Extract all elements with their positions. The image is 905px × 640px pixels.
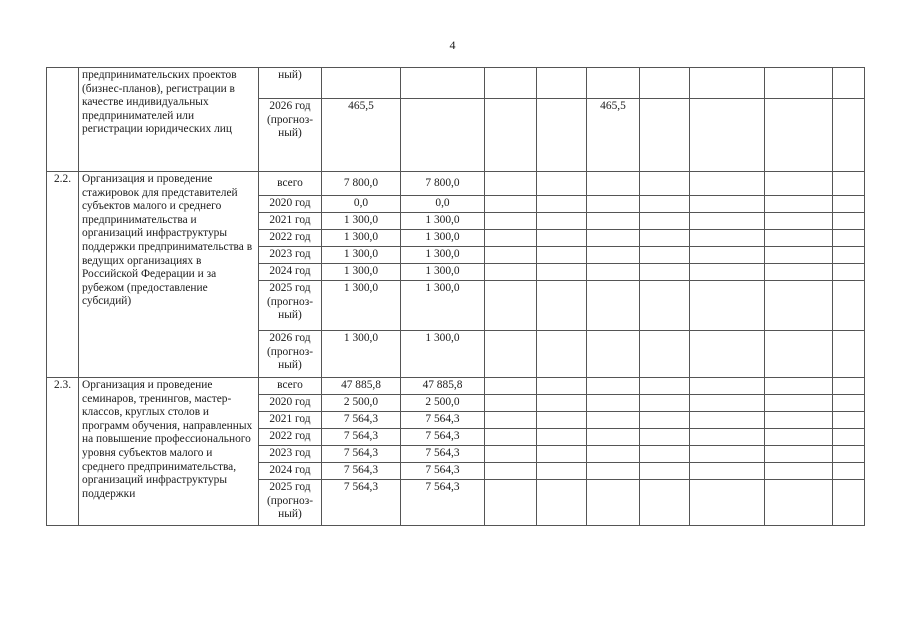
value-cell: 1 300,0: [401, 247, 485, 264]
value-cell: [587, 264, 640, 281]
period-label: 2020 год: [259, 395, 322, 412]
period-label: 2024 год: [259, 463, 322, 480]
value-cell: [587, 230, 640, 247]
value-cell: [765, 446, 833, 463]
value-cell: [537, 446, 587, 463]
value-cell: [587, 446, 640, 463]
period-label: 2025 год (прогноз-ный): [259, 281, 322, 331]
value-cell: [765, 331, 833, 378]
value-cell: [765, 281, 833, 331]
period-label: 2025 год (прогноз-ный): [259, 480, 322, 526]
value-cell: [640, 230, 690, 247]
value-cell: [690, 230, 765, 247]
value-cell: [833, 331, 865, 378]
period-label: всего: [259, 378, 322, 395]
value-cell: [485, 446, 537, 463]
value-cell: 1 300,0: [401, 264, 485, 281]
value-cell: 0,0: [322, 196, 401, 213]
period-label: 2022 год: [259, 230, 322, 247]
value-cell: [587, 247, 640, 264]
value-cell: 1 300,0: [322, 331, 401, 378]
value-cell: [537, 331, 587, 378]
value-cell: [640, 281, 690, 331]
item-name: Организация и проведение семинаров, тренингов, мастер-классов, круглых столов и программ обучения, направленных на повышение профессионального уровня субъектов малого и среднего предпринимательства, организаций инфраструктуры поддержки: [79, 378, 259, 526]
value-cell: [537, 68, 587, 99]
value-cell: [690, 172, 765, 196]
budget-table: [46, 67, 865, 526]
value-cell: 1 300,0: [322, 264, 401, 281]
value-cell: [537, 412, 587, 429]
value-cell: [485, 213, 537, 230]
value-cell: [833, 68, 865, 99]
value-cell: [640, 68, 690, 99]
value-cell: [765, 480, 833, 526]
table-row: [47, 172, 865, 196]
period-label: 2020 год: [259, 196, 322, 213]
value-cell: [640, 412, 690, 429]
period-label: всего: [259, 172, 322, 196]
table-row: [47, 378, 865, 395]
value-cell: [485, 429, 537, 446]
value-cell: [765, 230, 833, 247]
value-cell: 1 300,0: [401, 230, 485, 247]
value-cell: [833, 281, 865, 331]
period-label: 2026 год (прогноз-ный): [259, 331, 322, 378]
value-cell: 7 800,0: [322, 172, 401, 196]
value-cell: 1 300,0: [322, 281, 401, 331]
value-cell: [587, 68, 640, 99]
value-cell: [485, 230, 537, 247]
value-cell: [640, 378, 690, 395]
value-cell: [537, 463, 587, 480]
value-cell: [537, 395, 587, 412]
value-cell: [833, 378, 865, 395]
value-cell: [833, 213, 865, 230]
value-cell: [833, 446, 865, 463]
table-row: [47, 68, 865, 99]
value-cell: [690, 446, 765, 463]
value-cell: [537, 281, 587, 331]
value-cell: [833, 480, 865, 526]
value-cell: 2 500,0: [401, 395, 485, 412]
period-label: 2024 год: [259, 264, 322, 281]
value-cell: [640, 172, 690, 196]
value-cell: [640, 213, 690, 230]
value-cell: [485, 247, 537, 264]
value-cell: [765, 247, 833, 264]
value-cell: [640, 429, 690, 446]
value-cell: [690, 196, 765, 213]
value-cell: [833, 429, 865, 446]
value-cell: [322, 68, 401, 99]
period-label: 2023 год: [259, 446, 322, 463]
value-cell: [833, 230, 865, 247]
value-cell: [833, 99, 865, 172]
value-cell: [765, 412, 833, 429]
value-cell: [485, 412, 537, 429]
value-cell: [537, 264, 587, 281]
value-cell: 7 564,3: [322, 446, 401, 463]
value-cell: [401, 99, 485, 172]
value-cell: 1 300,0: [322, 247, 401, 264]
value-cell: 7 564,3: [322, 463, 401, 480]
value-cell: 1 300,0: [401, 213, 485, 230]
value-cell: [485, 68, 537, 99]
value-cell: 7 564,3: [401, 463, 485, 480]
page-number: 4: [449, 38, 456, 52]
period-label: ный): [259, 68, 322, 99]
period-label: 2026 год (прогноз-ный): [259, 99, 322, 172]
value-cell: [833, 395, 865, 412]
value-cell: 47 885,8: [401, 378, 485, 395]
value-cell: [765, 463, 833, 480]
value-cell: 0,0: [401, 196, 485, 213]
value-cell: [587, 281, 640, 331]
value-cell: [537, 247, 587, 264]
value-cell: 465,5: [587, 99, 640, 172]
value-cell: [690, 247, 765, 264]
value-cell: 7 800,0: [401, 172, 485, 196]
value-cell: [640, 446, 690, 463]
value-cell: [690, 378, 765, 395]
value-cell: 465,5: [322, 99, 401, 172]
value-cell: [833, 196, 865, 213]
value-cell: [485, 196, 537, 213]
value-cell: [690, 395, 765, 412]
value-cell: [587, 395, 640, 412]
value-cell: [833, 463, 865, 480]
value-cell: [765, 395, 833, 412]
value-cell: 7 564,3: [401, 412, 485, 429]
value-cell: [833, 412, 865, 429]
period-label: 2021 год: [259, 412, 322, 429]
item-name: Организация и проведение стажировок для представителей субъектов малого и среднего предпринимательства и организаций инфраструктуры поддержки предпринимательства в ведущих организациях в Российской Федерации и за рубежом (предоставление субсидий): [79, 172, 259, 378]
value-cell: [537, 213, 587, 230]
item-number: 2.3.: [47, 378, 79, 526]
value-cell: [537, 429, 587, 446]
value-cell: [537, 172, 587, 196]
value-cell: 7 564,3: [401, 480, 485, 526]
value-cell: [765, 429, 833, 446]
value-cell: [765, 68, 833, 99]
value-cell: 7 564,3: [401, 446, 485, 463]
value-cell: [587, 429, 640, 446]
value-cell: 2 500,0: [322, 395, 401, 412]
value-cell: 1 300,0: [322, 230, 401, 247]
value-cell: [690, 99, 765, 172]
value-cell: [485, 463, 537, 480]
value-cell: [690, 412, 765, 429]
value-cell: [690, 480, 765, 526]
value-cell: [690, 463, 765, 480]
value-cell: [537, 230, 587, 247]
item-number: 2.2.: [47, 172, 79, 378]
value-cell: [690, 331, 765, 378]
value-cell: [640, 480, 690, 526]
value-cell: 1 300,0: [401, 331, 485, 378]
period-label: 2021 год: [259, 213, 322, 230]
value-cell: [401, 68, 485, 99]
value-cell: [587, 213, 640, 230]
value-cell: [690, 429, 765, 446]
value-cell: 7 564,3: [322, 429, 401, 446]
value-cell: [765, 213, 833, 230]
value-cell: [485, 281, 537, 331]
value-cell: [537, 196, 587, 213]
item-number: [47, 68, 79, 172]
period-label: 2022 год: [259, 429, 322, 446]
value-cell: 7 564,3: [322, 412, 401, 429]
value-cell: 7 564,3: [322, 480, 401, 526]
value-cell: [587, 172, 640, 196]
value-cell: [587, 412, 640, 429]
value-cell: [640, 395, 690, 412]
value-cell: [833, 172, 865, 196]
value-cell: [587, 480, 640, 526]
item-name: предпринимательских проектов (бизнес-планов), регистрации в качестве индивидуальных предпринимателей или регистрации юридических лиц: [79, 68, 259, 172]
value-cell: [640, 196, 690, 213]
value-cell: [485, 264, 537, 281]
value-cell: 47 885,8: [322, 378, 401, 395]
value-cell: [690, 213, 765, 230]
value-cell: [765, 264, 833, 281]
value-cell: [587, 378, 640, 395]
value-cell: [640, 331, 690, 378]
value-cell: [765, 378, 833, 395]
value-cell: [833, 247, 865, 264]
value-cell: [485, 480, 537, 526]
value-cell: [485, 395, 537, 412]
value-cell: 1 300,0: [401, 281, 485, 331]
value-cell: [537, 99, 587, 172]
value-cell: [765, 99, 833, 172]
value-cell: 1 300,0: [322, 213, 401, 230]
value-cell: [587, 196, 640, 213]
value-cell: [640, 99, 690, 172]
value-cell: [485, 331, 537, 378]
value-cell: [640, 264, 690, 281]
value-cell: [833, 264, 865, 281]
value-cell: 7 564,3: [401, 429, 485, 446]
value-cell: [690, 281, 765, 331]
value-cell: [485, 99, 537, 172]
value-cell: [587, 331, 640, 378]
value-cell: [485, 172, 537, 196]
value-cell: [537, 378, 587, 395]
value-cell: [690, 68, 765, 99]
value-cell: [485, 378, 537, 395]
value-cell: [690, 264, 765, 281]
value-cell: [765, 196, 833, 213]
value-cell: [765, 172, 833, 196]
value-cell: [587, 463, 640, 480]
value-cell: [640, 463, 690, 480]
value-cell: [537, 480, 587, 526]
period-label: 2023 год: [259, 247, 322, 264]
value-cell: [640, 247, 690, 264]
